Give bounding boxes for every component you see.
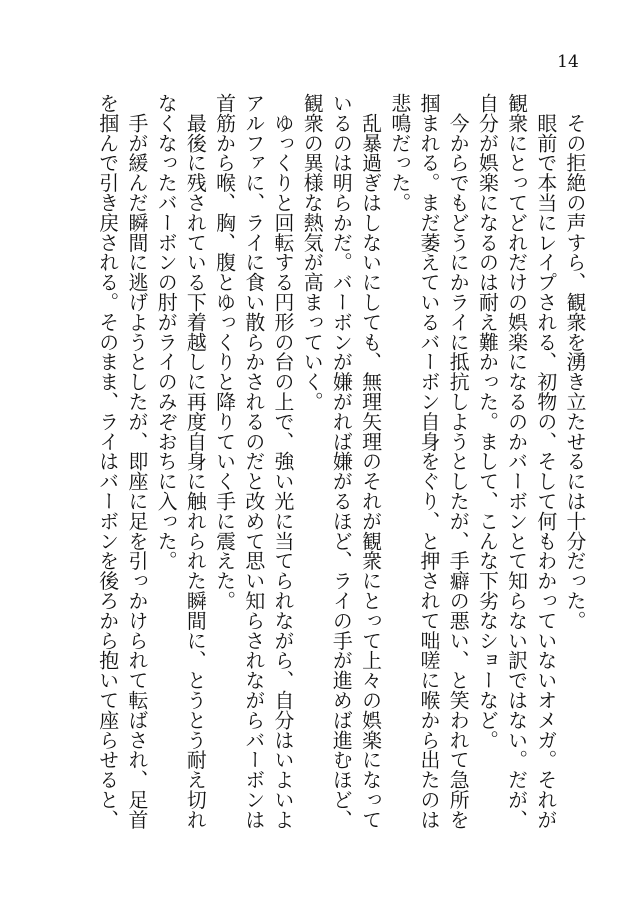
text-line: ゆっくりと回転する円形の台の上で、強い光に当てられながら、自分はいよいよ — [270, 93, 294, 830]
text-line: 乱暴過ぎはしないにしても、無理矢理のそれが観衆にとって上々の娯楽になって — [358, 93, 382, 830]
text-line: なくなったバーボンの肘がライのみぞおちに入った。 — [154, 93, 178, 571]
text-line: を掴んで引き戻される。そのまま、ライはバーボンを後ろから抱いて座らせると、 — [95, 93, 119, 830]
page-number: 14 — [557, 52, 579, 72]
text-line: 今からでもどうにかライに抵抗しようとしたが、手癖の悪い、と笑われて急所を — [446, 93, 470, 830]
text-line: 悲鳴だった。 — [387, 93, 411, 213]
text-line: 自分が娯楽になるのは耐え難かった。まして、こんな下劣なショーなど。 — [475, 93, 499, 750]
text-line: いるのは明らかだ。バーボンが嫌がれば嫌がるほど、ライの手が進めば進むほど、 — [329, 93, 353, 830]
text-line: 最後に残されている下着越しに再度自身に触れられた瞬間に、とうとう耐え切れ — [183, 93, 207, 830]
text-line: 掴まれる。まだ萎えているバーボン自身をぐり、と押されて咄嗟に喉から出たのは — [416, 93, 440, 830]
text-line: 手が緩んだ瞬間に逃げようとしたが、即座に足を引っかけられて転ばされ、足首 — [124, 93, 148, 830]
text-line: アルファに、ライに食い散らかされるのだと改めて思い知らされながらバーボンは — [241, 93, 265, 830]
text-line: 観衆の異様な熱気が高まっていく。 — [300, 93, 324, 412]
text-line: その拒絶の声すら、観衆を湧き立たせるには十分だった。 — [563, 93, 586, 631]
text-line: 眼前で本当にレイプされる、初物の、そして何もわかっていないオメガ。それが — [533, 93, 557, 830]
body-text — [93, 93, 589, 853]
text-line: 首筋から喉、胸、腹とゆっくりと降りていく手に震えた。 — [212, 93, 236, 611]
text-line: 観衆にとってどれだけの娯楽になるのかバーボンとて知らない訳ではない。だが、 — [504, 93, 528, 830]
